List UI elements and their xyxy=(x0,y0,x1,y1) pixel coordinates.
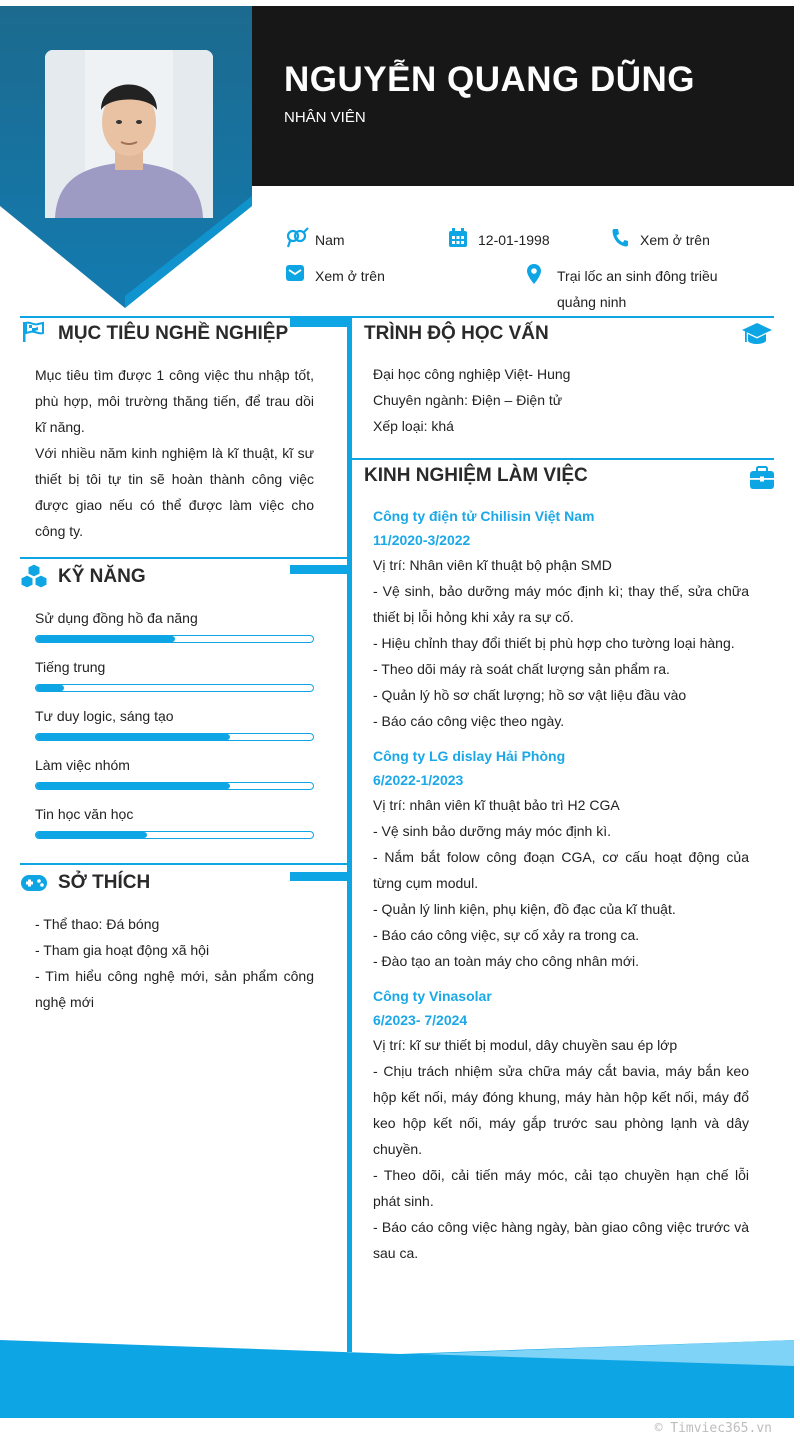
job-line: - Báo cáo công việc theo ngày. xyxy=(373,713,565,729)
education-title: TRÌNH ĐỘ HỌC VẤN xyxy=(364,323,549,344)
experience-title: KINH NGHIỆM LÀM VIỆC xyxy=(364,465,588,486)
job-line: - Quản lý hồ sơ chất lượng; hồ sơ vật liệu đầu vào xyxy=(373,687,687,703)
skill-bar-fill xyxy=(36,832,147,838)
skills-rule xyxy=(20,557,350,559)
objective-title: MỤC TIÊU NGHỀ NGHIỆP xyxy=(58,323,289,344)
job-period: 6/2023- 7/2024 xyxy=(373,1012,468,1028)
map-pin-icon xyxy=(526,263,542,285)
flag-icon xyxy=(21,321,45,343)
contact-phone xyxy=(611,227,761,253)
job-line: - Hiệu chỉnh thay đổi thiết bị phù hợp cho tường loại hàng. xyxy=(373,635,735,651)
watermark: © Timviec365.vn xyxy=(654,1421,772,1436)
skill-bar xyxy=(35,733,314,741)
objective-paragraph: Với nhiều năm kinh nghiệm là kĩ thuật, kĩ sư thiết bị tôi tự tin sẽ hoàn thành công việc được giao nếu có thể được làm việc cho công ty. xyxy=(35,445,314,539)
hobby-item: - Thể thao: Đá bóng xyxy=(35,916,160,932)
skill-label: Sử dụng đồng hồ đa năng xyxy=(35,610,198,626)
job-line: - Chịu trách nhiệm sửa chữa máy cắt bavia, máy bắn keo hộp kết nối, máy đóng khung, máy hàn hộp kết nối, máy đổ keo hộp kết nối, máy gắp trước sau phòng lạnh và dây chuyền. xyxy=(373,1063,749,1157)
hobbies-title: SỞ THÍCH xyxy=(58,872,151,893)
gamepad-icon xyxy=(20,873,48,893)
job-line: - Theo dõi, cải tiến máy móc, cải tạo chuyền hạn chế lỗi phát sinh. xyxy=(373,1167,749,1209)
education-school: Đại học công nghiệp Việt- Hung xyxy=(373,366,571,382)
profile-photo xyxy=(45,50,213,218)
birthdate-value: 12-01-1998 xyxy=(478,232,550,248)
skills-rule-tab xyxy=(290,565,350,574)
cubes-icon xyxy=(20,563,48,589)
skill-label: Làm việc nhóm xyxy=(35,757,130,773)
education-grade: Xếp loại: khá xyxy=(373,418,454,434)
hobbies-rule xyxy=(20,863,350,865)
job-period: 6/2022-1/2023 xyxy=(373,772,464,788)
contact-email xyxy=(285,263,435,289)
job-line: - Báo cáo công việc hàng ngày, bàn giao công việc trước và sau ca. xyxy=(373,1219,749,1261)
education-rule xyxy=(350,316,774,318)
phone-value: Xem ở trên xyxy=(640,232,710,248)
gender-icon xyxy=(285,227,309,249)
job-line: Vị trí: kĩ sư thiết bị modul, dây chuyền sau ép lớp xyxy=(373,1037,678,1053)
job-line: - Theo dõi máy rà soát chất lượng sản phẩm ra. xyxy=(373,661,670,677)
job-company: Công ty LG dislay Hải Phòng xyxy=(373,748,566,764)
gender-value: Nam xyxy=(315,232,345,248)
education-major: Chuyên ngành: Điện – Điện tử xyxy=(373,392,563,408)
job-line: - Vệ sinh bảo dưỡng máy móc định kì. xyxy=(373,823,611,839)
skill-bar-fill xyxy=(36,636,175,642)
job-company: Công ty điện tử Chilisin Việt Nam xyxy=(373,508,595,524)
job-line: Vị trí: Nhân viên kĩ thuật bộ phận SMD xyxy=(373,557,612,573)
experience-rule xyxy=(350,458,774,460)
hobbies-rule-tab xyxy=(290,872,350,881)
hobbies-list xyxy=(35,911,314,1015)
skill-bar-fill xyxy=(36,685,64,691)
job-line: - Vệ sinh, bảo dưỡng máy móc định kì; thay thế, sửa chữa thiết bị lỗi hỏng khi xảy ra sự cố. xyxy=(373,583,749,625)
objective-text xyxy=(35,362,314,544)
email-value: Xem ở trên xyxy=(315,268,385,284)
skill-bar xyxy=(35,831,314,839)
contact-gender xyxy=(285,227,435,253)
objective-paragraph: Mục tiêu tìm được 1 công việc thu nhập tốt, phù hợp, môi trường thăng tiến, để trau dồi kĩ năng. xyxy=(35,367,314,435)
skill-bar-fill xyxy=(36,783,230,789)
address-line-1: Trại lốc an sinh đông triều xyxy=(557,268,718,284)
skill-bar-fill xyxy=(36,734,230,740)
skill-bar xyxy=(35,782,314,790)
calendar-icon xyxy=(447,227,469,249)
phone-icon xyxy=(611,227,629,247)
job-line: - Báo cáo công việc, sự cố xảy ra trong ca. xyxy=(373,927,640,943)
briefcase-icon xyxy=(749,466,775,490)
skills-title: KỸ NĂNG xyxy=(58,566,146,587)
job-details xyxy=(373,792,749,974)
envelope-icon xyxy=(285,263,305,283)
hobby-item: - Tìm hiểu công nghệ mới, sản phẩm công nghệ mới xyxy=(35,968,314,1010)
job-period: 11/2020-3/2022 xyxy=(373,532,471,548)
candidate-role: NHÂN VIÊN xyxy=(284,109,366,126)
skill-label: Tư duy logic, sáng tạo xyxy=(35,708,174,724)
hobby-item: - Tham gia hoạt động xã hội xyxy=(35,942,210,958)
job-line: - Nắm bắt folow công đoạn CGA, cơ cấu hoạt động của từng cụm modul. xyxy=(373,849,749,891)
contact-birthdate xyxy=(447,227,597,253)
objective-rule-tab xyxy=(290,318,350,327)
education-details xyxy=(373,361,753,439)
job-details xyxy=(373,552,749,734)
job-line: Vị trí: nhân viên kĩ thuật bảo trì H2 CGA xyxy=(373,797,620,813)
job-line: - Đào tạo an toàn máy cho công nhân mới. xyxy=(373,953,639,969)
skill-bar xyxy=(35,684,314,692)
job-line: - Quản lý linh kiện, phụ kiện, đồ đạc của kĩ thuật. xyxy=(373,901,676,917)
contact-address xyxy=(526,263,766,315)
job-details xyxy=(373,1032,749,1266)
job-company: Công ty Vinasolar xyxy=(373,988,492,1004)
graduation-cap-icon xyxy=(741,322,773,348)
skill-label: Tin học văn học xyxy=(35,806,134,822)
skill-label: Tiếng trung xyxy=(35,659,106,675)
candidate-name: NGUYỄN QUANG DŨNG xyxy=(284,60,696,99)
address-line-2: quảng ninh xyxy=(557,294,627,310)
skill-bar xyxy=(35,635,314,643)
column-divider xyxy=(347,318,352,1352)
